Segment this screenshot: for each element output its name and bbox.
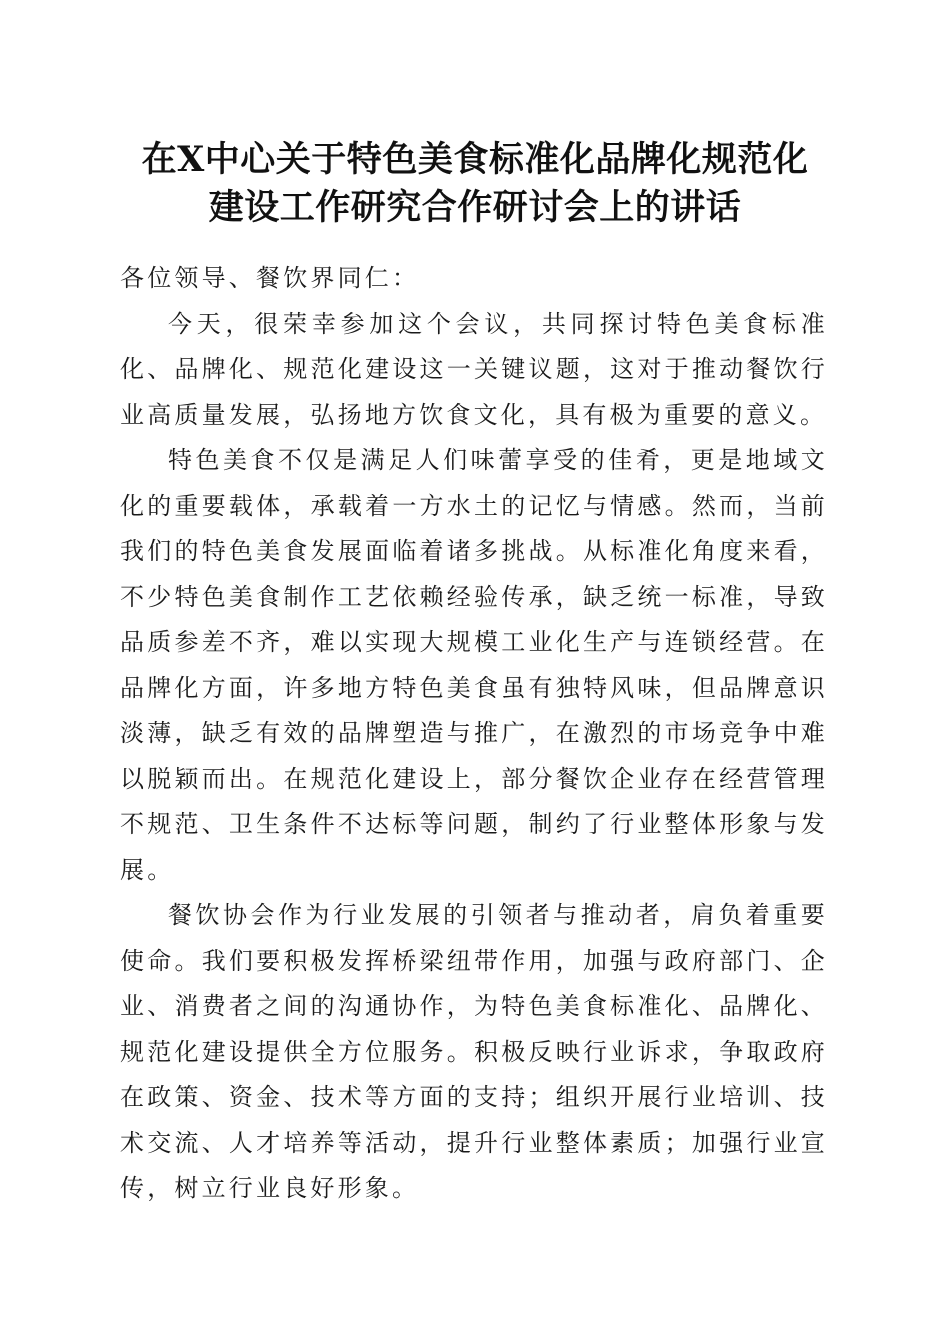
paragraph-3: 餐饮协会作为行业发展的引领者与推动者，肩负着重要使命。我们要积极发挥桥梁纽带作用，加强与政府部门、企业、消费者之间的沟通协作，为特色美食标准化、品牌化、规范化建设提供全方位服务。积极反映行业诉求，争取政府在政策、资金、技术等方面的支持；组织开展行业培训、技术交流、人才培养等活动，提升行业整体素质；加强行业宣传，树立行业良好形象。 [120,901,828,1202]
title-line-1: 在X中心关于特色美食标准化品牌化规范化 [141,139,809,180]
document-title [80,136,870,232]
paragraph-1: 今天，很荣幸参加这个会议，共同探讨特色美食标准化、品牌化、规范化建设这一关键议题，这对于推动餐饮行业高质量发展，弘扬地方饮食文化，具有极为重要的意义。 [120,309,828,429]
paragraph-2: 特色美食不仅是满足人们味蕾享受的佳肴，更是地域文化的重要载体，承载着一方水土的记忆与情感。然而，当前我们的特色美食发展面临着诸多挑战。从标准化角度来看，不少特色美食制作工艺依赖经验传承，缺乏统一标准，导致品质参差不齐，难以实现大规模工业化生产与连锁经营。在品牌化方面，许多地方特色美食虽有独特风味，但品牌意识淡薄，缺乏有效的品牌塑造与推广，在激烈的市场竞争中难以脱颖而出。在规范化建设上，部分餐饮企业存在经营管理不规范、卫生条件不达标等问题，制约了行业整体形象与发展。 [120,446,828,884]
title-line-2: 建设工作研究合作研讨会上的讲话 [208,187,742,228]
document-body [120,256,828,1212]
salutation: 各位领导、餐饮界同仁： [120,264,420,292]
